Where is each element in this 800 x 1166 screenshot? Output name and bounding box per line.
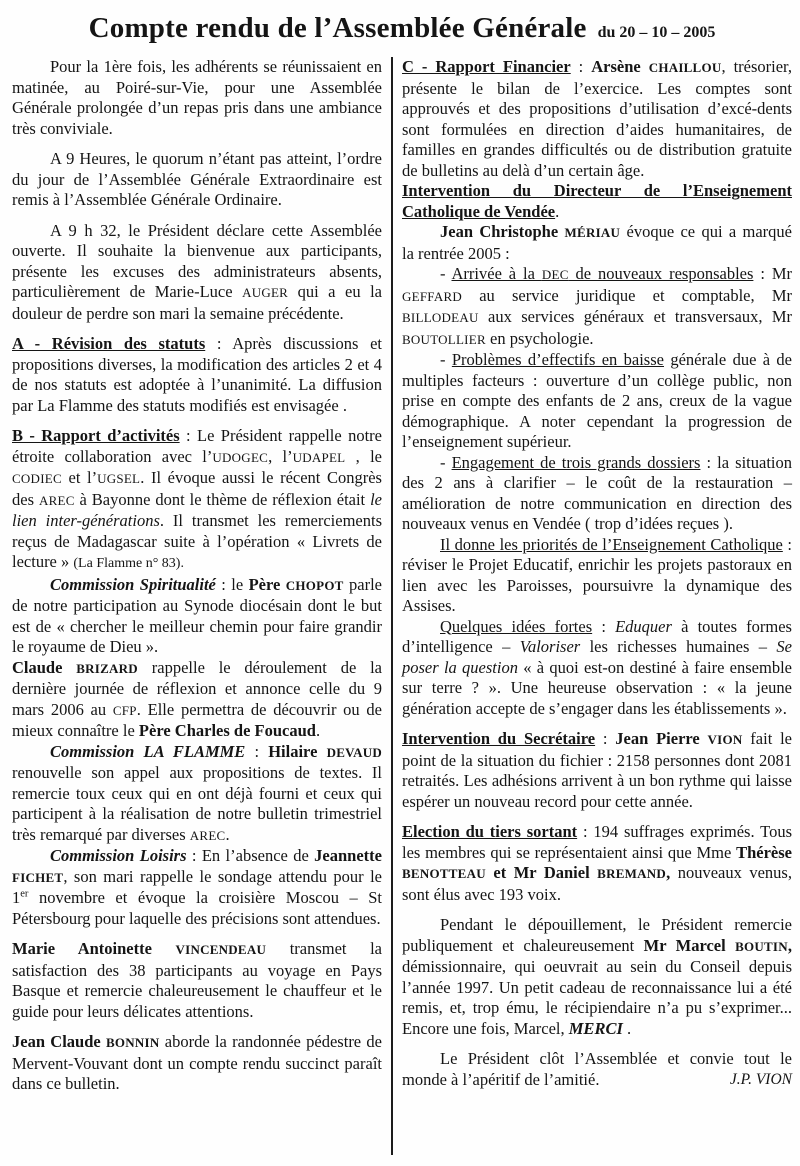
- text-run: évoque ce qui a marqué la rentrée 2005 :: [402, 222, 792, 263]
- text-run: Election du tiers sortant: [402, 822, 578, 841]
- text-run: Jean Pierre: [615, 729, 708, 748]
- text-run: CFP: [112, 702, 137, 718]
- text-run: Jean Claude: [12, 1032, 106, 1051]
- paragraph: [12, 334, 382, 416]
- paragraph: [12, 221, 382, 325]
- text-run: parle de notre participation au Synode diocésain dont le but est de « chercher le meilleur chemin pour faire grandir le royaume de Dieu ».: [12, 574, 382, 656]
- text-run: , son mari rappelle le sondage attendu pour le 1: [12, 866, 382, 907]
- paragraph: [402, 57, 792, 181]
- text-run: UGSEL: [97, 471, 141, 486]
- text-run: A 9 Heures, le quorum n’étant pas atteint, l’ordre du jour de l’Assemblée Générale Extraordinaire est remis à l’Assemblée Générale Ordinaire.: [12, 149, 382, 209]
- text-run: aux services généraux et transversaux, Mr: [478, 307, 792, 326]
- text-run: de nouveaux responsables: [568, 264, 754, 283]
- left-column: [12, 57, 382, 1155]
- two-column-layout: [12, 57, 792, 1155]
- text-run: :: [245, 741, 269, 761]
- text-run: : la situation des 2 ans à clarifier – le coût de la restauration – amélioration de notre communication en direction des nouveaux venus en Vendée ( trop d’idées reçues ).: [402, 452, 793, 533]
- text-run: -: [440, 350, 452, 369]
- text-run: Problèmes d’effectifs en baisse: [451, 350, 664, 369]
- paragraph: [402, 915, 792, 1039]
- page-title: [12, 12, 792, 45]
- title-text: Compte rendu de l’Assemblée Générale: [88, 12, 587, 44]
- text-run: A 9 h 32, le Président déclare cette Assemblée ouverte. Il souhaite la bienvenue aux participants, présente les excuses des administrateurs absents, particulièrement de Marie-Luce: [12, 220, 382, 301]
- text-run: et l’: [61, 468, 98, 487]
- text-run: Le Président clôt l’Assemblée et convie tout le monde à l’apéritif de l’amitié.: [402, 1049, 792, 1089]
- text-run: Marie Antoinette: [12, 939, 176, 958]
- text-run: BOUTOLLIER: [402, 331, 486, 347]
- text-run: :: [592, 616, 616, 636]
- text-run: VINCENDEAU: [175, 942, 267, 957]
- paragraph: [12, 575, 382, 658]
- text-run: Arsène: [591, 57, 649, 76]
- text-run: au service juridique et comptable, Mr: [462, 285, 792, 305]
- text-run: Intervention du Directeur de l’Enseignement Catholique de Vendée: [402, 181, 792, 221]
- text-run: BRIZARD: [76, 660, 138, 676]
- text-run: AREC: [38, 492, 75, 508]
- text-run: Quelques idées fortes: [440, 616, 593, 636]
- text-run: AUGER: [242, 285, 289, 300]
- text-run: GEFFARD: [402, 288, 463, 304]
- text-run: Il donne les priorités de l’Enseignement Catholique: [440, 534, 783, 554]
- text-run: Père: [248, 574, 286, 594]
- text-run: à Bayonne dont le thème de réflexion était: [74, 489, 371, 509]
- text-run: DEVAUD: [326, 744, 382, 760]
- paragraph: [402, 617, 792, 720]
- text-run: Commission Loisirs: [50, 846, 187, 865]
- text-run: MÉRIAU: [564, 225, 621, 240]
- text-run: nouveaux venus, sont élus avec 193 voix.: [402, 863, 792, 904]
- paragraph: [402, 822, 792, 905]
- paragraph: [402, 222, 792, 264]
- text-run: Se poser la question: [402, 637, 792, 677]
- text-run: :: [570, 57, 592, 76]
- text-run: , l’: [268, 446, 293, 466]
- text-run: : le: [215, 574, 249, 594]
- text-run: UDAPEL: [292, 449, 346, 465]
- paragraph: [402, 350, 792, 453]
- text-run: à toutes formes d’intelligence –: [402, 616, 792, 656]
- text-run: Pour la 1ère fois, les adhérents se réunissaient en matinée, au Poiré-sur-Vie, pour une Assemblée Générale prolongée d’un repas pris dans une ambiance très conviviale.: [12, 57, 382, 138]
- text-run: -: [440, 264, 452, 283]
- text-run: Père Charles de Foucaud: [138, 721, 316, 740]
- text-run: : En l’absence de: [186, 846, 315, 865]
- text-run: Claude: [12, 657, 77, 677]
- text-run: . Elle permettra de découvrir ou de mieux connaître le: [12, 699, 382, 740]
- text-run: Eduquer: [615, 616, 672, 636]
- text-run: démissionnaire, qui oeuvrait au sein du Conseil depuis l’année 1997. Un petit cadeau de reconnaissance lui a été remis, et, trop ému, le récipiendaire n’a pu s’exprimer... Encore une fois, Marcel,: [402, 957, 792, 1038]
- text-run: novembre et évoque la croisière Moscou – St Pétersbourg pour laquelle des précisions sont attendues.: [12, 888, 382, 928]
- text-run: qui a eu la douleur de perdre son mari la semaine précédente.: [12, 282, 382, 323]
- text-run: : Le Président rappelle notre étroite collaboration avec l’: [12, 426, 382, 466]
- paragraph: [12, 939, 382, 1022]
- text-run: A - Révision des statuts: [12, 334, 206, 353]
- text-run: .: [555, 201, 560, 221]
- paragraph: [402, 453, 792, 535]
- text-run: Pendant le dépouillement, le Président remercie publiquement et chaleureusement: [402, 915, 792, 955]
- paragraph: [12, 658, 382, 742]
- paragraph: [402, 264, 792, 350]
- text-run: er: [20, 888, 29, 900]
- text-run: aborde la randonnée pédestre de Mervent-Vouvant dont un compte rendu succinct paraît dans ce bulletin.: [12, 1032, 382, 1093]
- text-run: rappelle le déroulement de la dernière journée de réflexion et annonce celle du 9 mars 2006 au: [12, 657, 382, 719]
- text-run: Valoriser: [519, 637, 581, 656]
- text-run: BONNIN: [106, 1035, 160, 1050]
- text-run: BREMAND: [597, 866, 667, 881]
- text-run: (La Flamme n° 83).: [73, 556, 184, 571]
- text-run: .: [225, 824, 230, 844]
- text-run: CHOPOT: [285, 577, 344, 593]
- text-run: DEC: [541, 267, 569, 282]
- paragraph: [12, 1032, 382, 1095]
- text-run: CHAILLOU: [648, 60, 722, 75]
- right-column: [402, 57, 792, 1155]
- text-run: :: [595, 729, 616, 748]
- column-divider: [391, 57, 393, 1155]
- text-run: C - Rapport Financier: [402, 57, 571, 76]
- paragraph: [12, 426, 382, 575]
- text-run: -: [440, 452, 452, 472]
- text-run: renouvelle son appel aux propositions de textes. Il remercie toux ceux qui en ont déjà fourni et ceux qui participent à la réalisation de notre bulletin trimestriel très remarqué par diverses: [12, 763, 382, 844]
- text-run: BENOTTEAU: [402, 866, 486, 881]
- text-run: B - Rapport d’activités: [12, 426, 180, 445]
- paragraph: [402, 535, 792, 617]
- text-run: : 194 suffrages exprimés. Tous les membres qui se représentaient ainsi que Mme: [402, 822, 792, 862]
- text-run: .: [315, 721, 321, 740]
- text-run: CODIEC: [12, 471, 62, 486]
- text-run: MERCI: [568, 1018, 623, 1038]
- text-run: Jeannette: [314, 846, 382, 865]
- text-run: UDOGEC: [212, 449, 269, 465]
- text-run: Commission LA FLAMME: [50, 741, 246, 761]
- text-run: VION: [707, 732, 743, 747]
- text-run: : Mr: [753, 264, 792, 283]
- paragraph: [402, 181, 792, 222]
- text-run: FICHET: [12, 869, 64, 885]
- text-run: Thérèse: [736, 842, 792, 862]
- text-run: : réviser le Projet Educatif, enrichir les projets pastoraux en lien avec les Paroisses, poursuivre la dynamique des Assises.: [402, 534, 792, 615]
- text-run: fait le point de la situation du fichier : 2158 personnes dont 2081 retraités. Les adhésions arrivent à un bon rythme qui laisse espérer un nouveau record pour cette année.: [402, 729, 792, 811]
- text-run: ,: [787, 935, 792, 955]
- text-run: Mr Marcel: [643, 935, 736, 955]
- text-run: AREC: [189, 827, 226, 843]
- text-run: Commission Spiritualité: [50, 574, 216, 594]
- text-run: ,: [666, 863, 671, 882]
- paragraph: [402, 1049, 792, 1090]
- title-date: du 20 – 10 – 2005: [597, 24, 716, 41]
- text-run: . Il évoque aussi le récent Congrès des: [12, 468, 382, 509]
- signature: J.P. VION: [729, 1070, 792, 1088]
- text-run: Jean Christophe: [440, 222, 565, 241]
- text-run: « à quoi est-on destiné à faire ensemble sur terre ? ». Une heureuse observation : « la jeune génération accepte de s’engager dans les établissements ».: [402, 657, 792, 718]
- text-run: BILLODEAU: [402, 310, 479, 325]
- text-run: en psychologie.: [485, 328, 594, 348]
- text-run: et Mr Daniel: [485, 863, 598, 882]
- text-run: Hilaire: [268, 741, 327, 761]
- text-run: Engagement de trois grands dossiers: [451, 452, 701, 472]
- text-run: les richesses humaines –: [580, 637, 777, 656]
- text-run: générale due à de multiples facteurs : ouverture d’un collège public, non prise en compte des enfants de 2 ans, creux de la vague démographique. A noter cependant la progression de l’enseignement supérieur.: [402, 350, 793, 451]
- paragraph: [12, 149, 382, 211]
- paragraph: [12, 742, 382, 847]
- text-run: , le: [345, 446, 382, 466]
- text-run: le lien inter-générations: [12, 489, 383, 530]
- text-run: .: [622, 1018, 632, 1038]
- paragraph: [402, 729, 792, 812]
- text-run: . Il transmet les remerciements reçus de Madagascar suite à l’opération « Livrets de lecture »: [12, 511, 382, 571]
- text-run: BOUTIN: [735, 938, 788, 954]
- paragraph: [12, 57, 382, 139]
- text-run: transmet la satisfaction des 38 participants au voyage en Pays Basque et remercie chaleureusement le chauffeur et le guide pour leurs délicates attentions.: [12, 939, 382, 1021]
- text-run: , trésorier, présente le bilan de l’exercice. Les comptes sont approuvés et des propositions d’utilisation d’excé-dents sont formulées en direction d’aides humanitaires, de familles en grandes difficultés ou de distribution gratuite de bulletins au delà d’un certain âge.: [402, 57, 793, 180]
- text-run: Intervention du Secrétaire: [402, 729, 596, 748]
- text-run: Arrivée à la: [451, 264, 542, 283]
- text-run: : Après discussions et propositions diverses, la modification des articles 2 et 4 de nos statuts est adoptée à l’unanimité. La diffusion par La Flamme des statuts modifiés est envisagée .: [12, 334, 382, 415]
- paragraph: [12, 846, 382, 929]
